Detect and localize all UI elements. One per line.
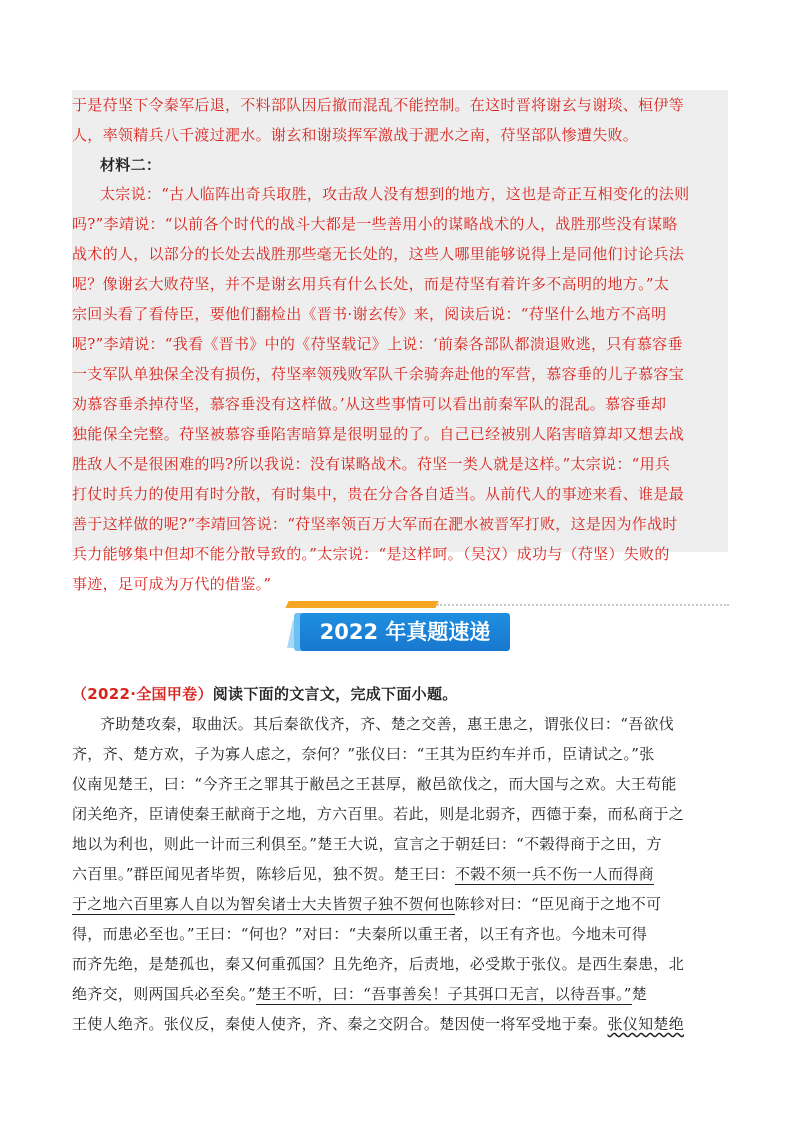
passage-text: 绝齐交，则两国兵必至矣。” <box>72 985 257 1003</box>
passage-line <box>72 984 647 1004</box>
text-line: 胜敌人不是很困难的吗?所以我说：没有谋略战术。苻坚一类人就是这样。”太宗说：“用兵 <box>72 455 671 473</box>
underlined-segment: 于之地六百里寡人自以为智矣诸士大夫皆贺子独不贺何也 <box>72 895 455 913</box>
banner-accent-bar <box>285 601 438 608</box>
passage-line: 地以为利也，则此一计而三利俱至。”楚王大说，宣言之于朝廷曰：“不榖得商于之田，方 <box>72 835 662 853</box>
text-line: 独能保全完整。苻坚被慕容垂陷害暗算是很明显的了。自己已经被别人陷害暗算却又想去战 <box>72 425 685 443</box>
exam-source-tag: （2022·全国甲卷） <box>72 685 213 703</box>
passage-text: 陈轸对曰：“臣见商于之地不可 <box>454 895 662 913</box>
text-line: 吗?”李靖说：“以前各个时代的战斗大都是一些善用小的谋略战术的人，战胜那些没有谋略 <box>72 215 678 233</box>
passage-line <box>72 894 661 914</box>
text-line: 太宗说：“古人临阵出奇兵取胜，攻击敌人没有想到的地方，这也是奇正互相变化的法则 <box>100 185 690 203</box>
passage-text: 王使人绝齐。张仪反，秦使人使齐，齐、秦之交阴合。楚因使一将军受地于秦。 <box>72 1015 608 1033</box>
wavy-underlined-segment: 张仪知楚绝 <box>607 1015 685 1033</box>
banner-dotted-rule <box>437 604 729 606</box>
text-line: 战术的人，以部分的长处去战胜那些毫无长处的，这些人哪里能够说得上是同他们讨论兵法 <box>72 245 685 263</box>
passage-text: 楚 <box>631 985 648 1003</box>
text-line: 兵力能够集中但却不能分散导致的。”太宗说：“是这样呵。（吴汉）成功与（苻坚）失败的 <box>72 545 670 563</box>
passage-line: 仪南见楚王，曰：“今齐王之罪其于敝邑之王甚厚，敝邑欲伐之，而大国与之欢。大王苟能 <box>72 775 677 793</box>
passage-line: 闭关绝齐，臣请使秦王献商于之地，方六百里。若此，则是北弱齐，西德于秦，而私商于之 <box>72 805 685 823</box>
passage-line <box>72 1014 684 1034</box>
underlined-segment: 不榖不须一兵不伤一人而得商 <box>454 865 654 883</box>
passage-line <box>72 864 654 884</box>
text-line: 劝慕容垂杀掉苻坚，慕容垂没有这样做。’从这些事情可以看出前秦军队的混乱。慕容垂却 <box>72 395 667 413</box>
text-line: 人，率领精兵八千渡过淝水。谢玄和谢琰挥军激战于淝水之南，苻坚部队惨遭失败。 <box>72 126 639 144</box>
text-line: 呢？像谢玄大败苻坚，并不是谢玄用兵有什么长处，而是苻坚有着许多不高明的地方。”太 <box>72 275 670 293</box>
section-heading: 材料二： <box>100 156 162 174</box>
text-line: 打仗时兵力的使用有时分散，有时集中，贵在分合各自适当。从前代人的事迹来看、谁是最 <box>72 485 685 503</box>
text-line: 一支军队单独保全没有损伤，苻坚率领残败军队千余骑奔赴他的军营，慕容垂的儿子慕容宝 <box>72 365 685 383</box>
text-line: 于是苻坚下令秦军后退，不料部队因后撤而混乱不能控制。在这时晋将谢玄与谢琰、桓伊等 <box>72 96 685 114</box>
passage-text: 六百里。”群臣闻见者毕贺，陈轸后见，独不贺。楚王曰： <box>72 865 455 883</box>
text-line: 宗回头看了看侍臣，要他们翻检出《晋书·谢玄传》来，阅读后说：“苻坚什么地方不高明 <box>72 305 667 323</box>
passage-line: 齐，齐、楚方欢，子为寡人虑之，奈何？”张仪曰：“王其为臣约车并币，臣请试之。”张 <box>72 745 655 763</box>
underlined-segment: 楚王不听，曰：“吾事善矣！子其弭口无言，以待吾事。” <box>256 985 632 1003</box>
text-line: 呢?”李靖说：“我看《晋书》中的《苻坚载记》上说：‘前秦各部队都溃退败逃，只有慕容垂 <box>72 335 683 353</box>
text-line: 善于这样做的呢?”李靖回答说：“苻坚率领百万大军而在淝水被晋军打败，这是因为作战时 <box>72 515 678 533</box>
passage-line: 得，而患必至也。”王曰：“何也？”对曰：“夫秦所以重王者，以王有齐也。今地未可得 <box>72 925 648 943</box>
section-banner-title: 2022 年真题速递 <box>300 613 510 651</box>
text-line: 事迹，足可成为万代的借鉴。” <box>72 575 272 593</box>
exam-instruction: 阅读下面的文言文，完成下面小题。 <box>212 685 458 703</box>
passage-line: 齐助楚攻秦，取曲沃。其后秦欲伐齐，齐、楚之交善，惠王患之，谓张仪曰：“吾欲伐 <box>100 715 675 733</box>
passage-line: 而齐先绝，是楚孤也，秦又何重孤国？且先绝齐，后责地，必受欺于张仪。是西生秦患，北 <box>72 955 685 973</box>
